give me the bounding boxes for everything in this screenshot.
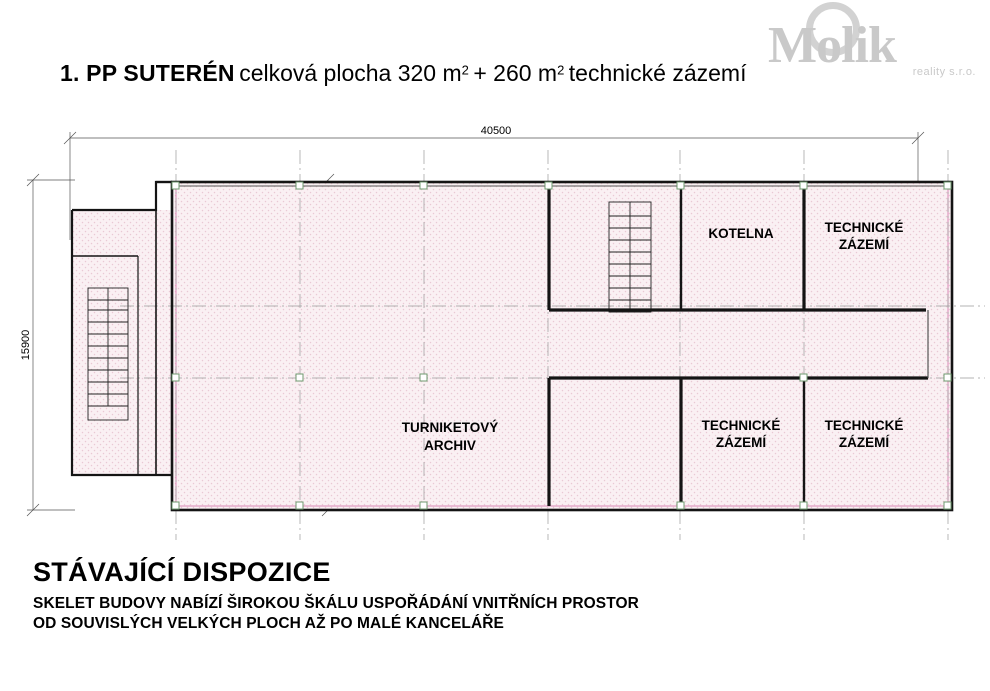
page-title-prefix: 1. PP SUTERÉN bbox=[60, 60, 235, 86]
room-label-technicke-zazemi-1-line1: TECHNICKÉ bbox=[824, 220, 904, 235]
watermark-brand: Molik bbox=[768, 17, 896, 74]
page-title-area-2: + 260 m bbox=[473, 60, 558, 86]
room-label-kotelna bbox=[708, 226, 773, 241]
dimension-top-label: 40500 bbox=[480, 125, 512, 137]
room-label-technicke-zazemi-2-line2: ZÁZEMÍ bbox=[715, 435, 767, 450]
footer-title: STÁVAJÍCÍ DISPOZICE bbox=[33, 557, 331, 587]
floorplan-drawing bbox=[0, 110, 990, 550]
floor-slab-hatch-left bbox=[72, 210, 172, 475]
room-label-technicke-zazemi-3-line2: ZÁZEMÍ bbox=[838, 435, 890, 450]
room-label-technicke-zazemi-3-line1: TECHNICKÉ bbox=[824, 418, 904, 433]
page-title bbox=[60, 60, 746, 87]
room-label-turniketovy-archiv-line1: TURNIKETOVÝ bbox=[401, 420, 499, 435]
watermark bbox=[754, 0, 984, 110]
footer-line-2: OD SOUVISLÝCH VELKÝCH PLOCH AŽ PO MALÉ KANCELÁŘE bbox=[33, 615, 504, 633]
watermark-circle-icon bbox=[806, 2, 860, 56]
room-label-turniketovy-archiv-line2: ARCHIV bbox=[424, 438, 476, 453]
watermark-subtitle: reality s.r.o. bbox=[912, 66, 976, 78]
page-title-sup-1: 2 bbox=[461, 62, 469, 78]
footer bbox=[33, 558, 813, 634]
page-title-suffix: technické zázemí bbox=[568, 60, 747, 86]
dimension-left bbox=[27, 174, 75, 516]
footer-line-1: SKELET BUDOVY NABÍZÍ ŠIROKOU ŠKÁLU USPOŘÁDÁNÍ VNITŘNÍCH PROSTOR bbox=[33, 595, 639, 613]
page-title-area-1: celková plocha 320 m bbox=[239, 60, 462, 86]
page-title-sup-2: 2 bbox=[557, 62, 565, 78]
room-label-kotelna-line1: KOTELNA bbox=[708, 226, 774, 241]
room-label-technicke-zazemi-1-line2: ZÁZEMÍ bbox=[838, 237, 890, 252]
dimension-left-label: 15900 bbox=[20, 329, 32, 361]
room-label-technicke-zazemi-2-line1: TECHNICKÉ bbox=[701, 418, 781, 433]
